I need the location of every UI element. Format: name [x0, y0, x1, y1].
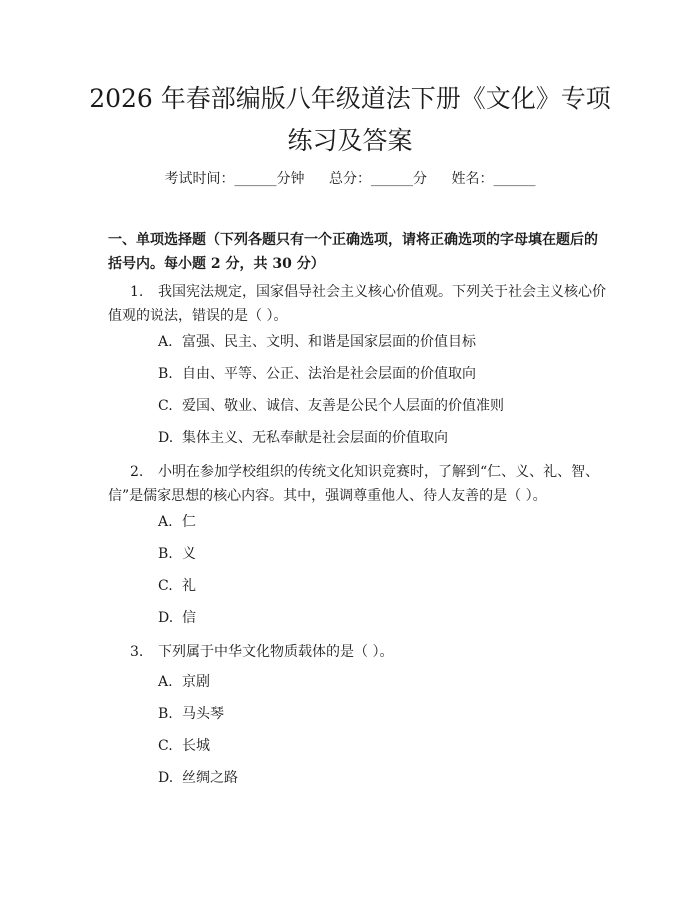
question-number: 3. — [130, 644, 144, 660]
exam-meta — [0, 168, 700, 188]
name-label: 姓名：______ — [451, 171, 536, 187]
option-letter: D. — [158, 610, 174, 626]
question-text: 我国宪法规定，国家倡导社会主义核心价值观。下列关于社会主义核心价值观的说法，错误的是（ ）。 — [108, 284, 606, 324]
exam-time-label: 考试时间：______分钟 — [164, 171, 305, 187]
option-letter: D. — [158, 430, 174, 446]
option-letter: B. — [158, 366, 173, 382]
option-item — [158, 768, 238, 788]
option-letter: B. — [158, 706, 173, 722]
option-item — [158, 332, 476, 352]
question-stem — [108, 460, 606, 508]
option-item — [158, 544, 196, 564]
option-item — [158, 364, 476, 384]
option-text: 京剧 — [182, 674, 210, 690]
option-letter: B. — [158, 546, 173, 562]
option-letter: C. — [158, 398, 173, 414]
question-stem — [108, 280, 606, 328]
option-letter: D. — [158, 770, 174, 786]
option-text: 长城 — [182, 738, 210, 754]
option-text: 富强、民主、文明、和谐是国家层面的价值目标 — [182, 334, 476, 350]
option-item — [158, 736, 210, 756]
option-text: 义 — [182, 546, 196, 562]
option-item — [158, 428, 448, 448]
option-item — [158, 512, 196, 532]
option-item — [158, 576, 196, 596]
question-text: 小明在参加学校组织的传统文化知识竞赛时，了解到“仁、义、礼、智、信”是儒家思想的核心内容。其中，强调尊重他人、待人友善的是（ ）。 — [108, 464, 600, 504]
option-text: 自由、平等、公正、法治是社会层面的价值取向 — [182, 366, 476, 382]
option-letter: C. — [158, 578, 173, 594]
option-item — [158, 672, 210, 692]
option-item — [158, 396, 504, 416]
option-letter: A. — [158, 334, 173, 350]
option-letter: A. — [158, 674, 173, 690]
option-text: 仁 — [182, 514, 196, 530]
option-text: 爱国、敬业、诚信、友善是公民个人层面的价值准则 — [182, 398, 504, 414]
section-heading: 一、单项选择题（下列各题只有一个正确选项，请将正确选项的字母填在题后的括号内。每小题 2 分，共 30 分） — [108, 232, 598, 272]
option-text: 丝绸之路 — [182, 770, 238, 786]
question-number: 2. — [130, 464, 144, 480]
option-text: 礼 — [182, 578, 196, 594]
option-item — [158, 608, 196, 628]
document-title: 2026 年春部编版八年级道法下册《文化》专项练习及答案 — [89, 84, 611, 155]
total-score-label: 总分：______分 — [329, 171, 427, 187]
option-text: 集体主义、无私奉献是社会层面的价值取向 — [182, 430, 448, 446]
option-text: 信 — [182, 610, 196, 626]
question-text: 下列属于中华文化物质载体的是（ ）。 — [158, 644, 394, 660]
option-item — [158, 704, 224, 724]
option-letter: C. — [158, 738, 173, 754]
question-stem — [108, 640, 606, 664]
option-letter: A. — [158, 514, 173, 530]
option-text: 马头琴 — [182, 706, 224, 722]
question-number: 1. — [130, 284, 144, 300]
